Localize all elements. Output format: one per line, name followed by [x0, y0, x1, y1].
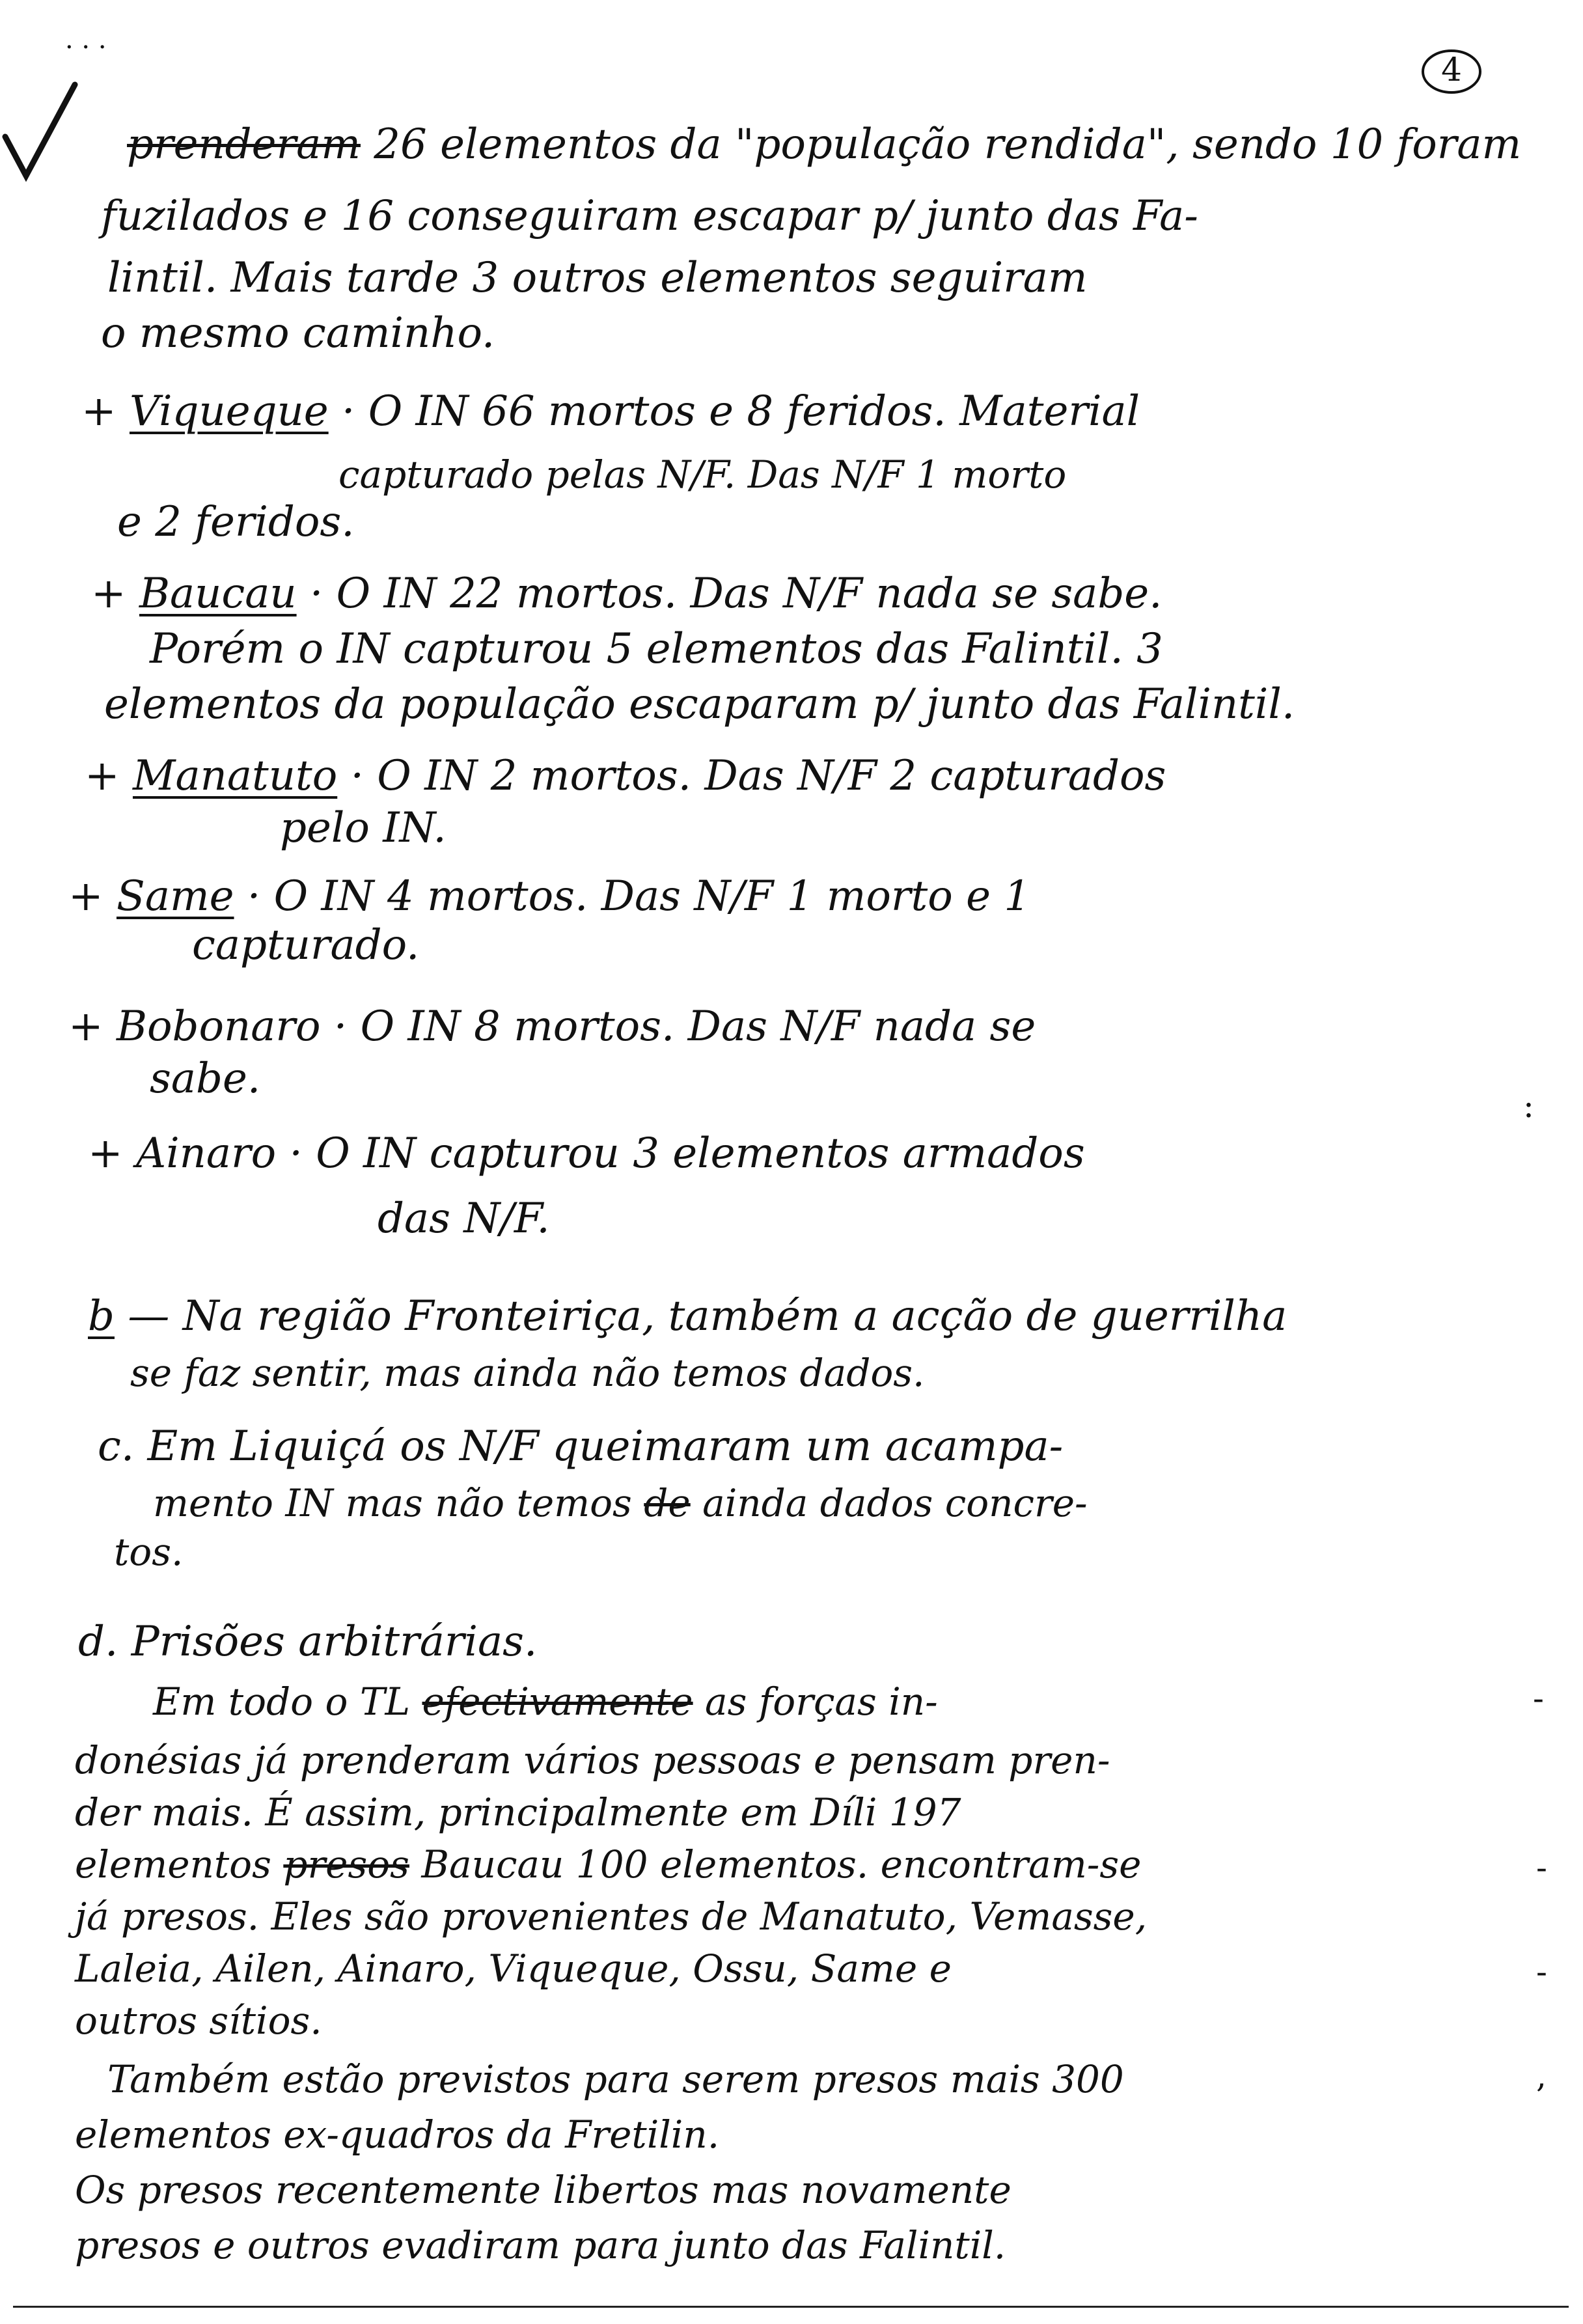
- section-d-line-7: outros sítios.: [75, 1999, 322, 2043]
- entry-manatuto: + Manatuto · O IN 2 mortos. Das N/F 2 capturados: [85, 752, 1166, 800]
- section-d-marker: d.: [78, 1618, 118, 1666]
- intro-line-3: lintil. Mais tarde 3 outros elementos seguiram: [107, 254, 1088, 302]
- section-d-line-11: presos e outros evadiram para junto das Falintil.: [75, 2223, 1006, 2267]
- entry-line-1: O IN 22 mortos. Das N/F nada se sabe.: [336, 570, 1163, 618]
- margin-mark: -: [1533, 1680, 1544, 1717]
- section-d-line-8: Também estão previstos para serem presos mais 300: [107, 2057, 1124, 2101]
- section-c-line-2-b: ainda dados concre-: [702, 1481, 1088, 1525]
- entry-place: Bobonaro: [116, 1003, 321, 1051]
- entry-viqueque-line-3: e 2 feridos.: [117, 498, 355, 546]
- section-d-line-2: donésias já prenderam vários pessoas e pensam pren-: [75, 1738, 1110, 1782]
- section-d-heading-text: Prisões arbitrárias.: [131, 1618, 538, 1666]
- section-c-line-1: [98, 1422, 1064, 1471]
- section-b-line-1: [88, 1292, 1287, 1340]
- check-mark-icon: [0, 78, 78, 182]
- section-d-line-4-b: Baucau 100 elementos. encontram-se: [421, 1842, 1142, 1887]
- entry-place: Viqueque: [129, 387, 329, 436]
- section-d-line-5: já presos. Eles são provenientes de Manatuto, Vemasse,: [75, 1894, 1148, 1939]
- entry-viqueque-line-2: capturado pelas N/F. Das N/F 1 morto: [338, 452, 1067, 497]
- section-d-struck-word: efectivamente: [422, 1680, 693, 1724]
- margin-mark: -: [1536, 1849, 1547, 1887]
- section-d-line-9: elementos ex-quadros da Fretilin.: [75, 2112, 720, 2157]
- entry-place: Ainaro: [135, 1129, 277, 1178]
- entry-place: Baucau: [139, 570, 297, 618]
- margin-mark: -: [1536, 1953, 1547, 1991]
- section-c-text: Em Liquiçá os N/F queimaram um acampa-: [147, 1422, 1064, 1471]
- margin-mark: :: [1523, 1087, 1534, 1125]
- entry-baucau-line-3: elementos da população escaparam p/ junto das Falintil.: [104, 680, 1295, 728]
- entry-bobonaro: + Bobonaro · O IN 8 mortos. Das N/F nada se: [68, 1003, 1036, 1051]
- intro-line-1: [127, 120, 1522, 169]
- margin-mark: ,: [1536, 2057, 1547, 2095]
- section-c-line-2-a: mento IN mas não temos: [153, 1481, 632, 1525]
- page-number-text: 4: [1441, 51, 1462, 89]
- section-c-marker: c.: [98, 1422, 135, 1471]
- entry-line-1: O IN capturou 3 elementos armados: [316, 1129, 1085, 1178]
- entry-manatuto-line-2: pelo IN.: [280, 804, 447, 852]
- entry-place: Manatuto: [132, 752, 338, 800]
- entry-line-1: O IN 4 mortos. Das N/F 1 morto e 1: [273, 872, 1031, 920]
- section-d-line-1-b: as forças in-: [705, 1680, 938, 1724]
- section-d-line-1: [153, 1680, 938, 1724]
- section-c-line-2: [153, 1481, 1088, 1525]
- section-d-heading: [78, 1618, 538, 1666]
- section-d-line-1-a: Em todo o TL: [153, 1680, 411, 1724]
- page-number: [1419, 46, 1484, 111]
- entry-bobonaro-line-2: sabe.: [150, 1055, 261, 1103]
- entry-baucau-line-2: Porém o IN capturou 5 elementos das Falintil. 3: [150, 625, 1163, 673]
- section-d-line-10: Os presos recentemente libertos mas novamente: [75, 2168, 1012, 2212]
- entry-same-line-2: capturado.: [192, 921, 420, 969]
- section-d-line-4: [75, 1842, 1142, 1887]
- section-d-line-4-a: elementos: [75, 1842, 271, 1887]
- section-d-line-6: Laleia, Ailen, Ainaro, Viqueque, Ossu, Same e: [75, 1946, 952, 1991]
- entry-place: Same: [116, 872, 234, 920]
- entry-ainaro-line-2: das N/F.: [378, 1195, 550, 1243]
- entry-viqueque: + Viqueque · O IN 66 mortos e 8 feridos. Material: [81, 387, 1140, 436]
- scan-specks: · · ·: [65, 33, 107, 62]
- intro-line-1-text: 26 elementos da "população rendida", sendo 10 foram: [374, 120, 1522, 169]
- section-c-line-3: tos.: [114, 1530, 184, 1574]
- section-b-marker: b: [88, 1292, 115, 1340]
- entry-line-1: O IN 66 mortos e 8 feridos. Material: [368, 387, 1140, 436]
- entry-line-1: O IN 8 mortos. Das N/F nada se: [360, 1003, 1036, 1051]
- section-d-line-3: der mais. É assim, principalmente em Díli 197: [75, 1790, 961, 1834]
- entry-line-1: O IN 2 mortos. Das N/F 2 capturados: [377, 752, 1166, 800]
- section-d-struck-word-2: presos: [283, 1842, 409, 1887]
- entry-ainaro: + Ainaro · O IN capturou 3 elementos armados: [88, 1129, 1085, 1178]
- entry-baucau: + Baucau · O IN 22 mortos. Das N/F nada se sabe.: [91, 570, 1163, 618]
- section-c-struck-word: de: [644, 1481, 691, 1525]
- intro-line-4: o mesmo caminho.: [101, 309, 495, 357]
- entry-same: + Same · O IN 4 mortos. Das N/F 1 morto e 1: [68, 872, 1031, 920]
- intro-line-2: fuzilados e 16 conseguiram escapar p/ junto das Fa-: [101, 192, 1198, 240]
- intro-struck-word: prenderam: [127, 120, 361, 169]
- section-b-text: — Na região Fronteiriça, também a acção de guerrilha: [128, 1292, 1287, 1340]
- section-b-line-2: se faz sentir, mas ainda não temos dados.: [130, 1351, 925, 1395]
- page-bottom-edge: [13, 2306, 1569, 2308]
